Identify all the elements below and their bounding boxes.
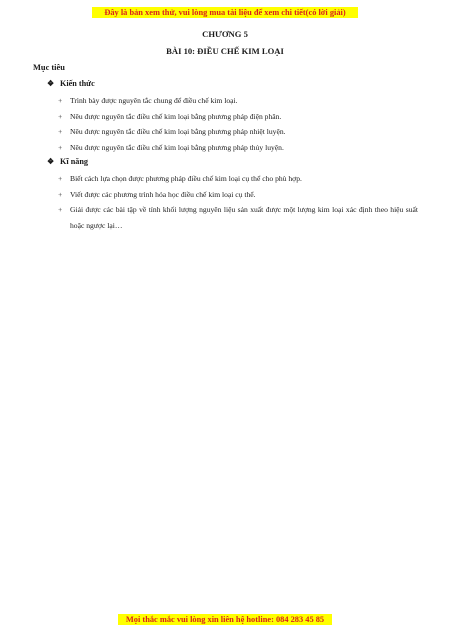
list-item: [58, 187, 418, 203]
list-item-text: Trình bày được nguyên tắc chung để điều chế kim loại.: [70, 96, 238, 105]
diamond-bullet-icon: ❖: [47, 79, 55, 88]
diamond-bullet-icon: ❖: [47, 157, 55, 166]
list-item-text: Nêu được nguyên tắc điều chế kim loại bằng phương pháp thủy luyện.: [70, 142, 284, 152]
plus-bullet-icon: +: [58, 205, 63, 215]
plus-bullet-icon: +: [58, 174, 63, 183]
list-item: [58, 202, 418, 233]
knowledge-subheading: [47, 79, 95, 88]
knowledge-list: [58, 93, 418, 155]
lesson-title: BÀI 10: ĐIỀU CHẾ KIM LOẠI: [166, 46, 284, 56]
knowledge-title: Kiến thức: [60, 79, 95, 88]
list-item: [58, 124, 418, 140]
skills-subheading: [47, 157, 88, 166]
list-item-text: Nêu được nguyên tắc điều chế kim loại bằng phương pháp điện phân.: [70, 111, 282, 121]
plus-bullet-icon: +: [58, 127, 63, 137]
plus-bullet-icon: +: [58, 189, 63, 199]
list-item: [58, 171, 418, 187]
list-item: [58, 109, 418, 125]
skills-list: [58, 171, 418, 233]
plus-bullet-icon: +: [58, 111, 63, 121]
list-item-text: Giải được các bài tập về tính khối lượng nguyên liệu sản xuất được một lượng kim loại xác định theo hiệu suất hoặc ngược lại…: [70, 205, 418, 230]
list-item: [58, 140, 418, 156]
preview-notice-banner: Đây là bản xem thử, vui lòng mua tài liệu để xem chi tiết(có lời giải): [92, 7, 358, 18]
plus-bullet-icon: +: [58, 96, 63, 105]
list-item-text: Viết được các phương trình hóa học điều chế kim loại cụ thể.: [70, 189, 256, 199]
list-item-text: Biết cách lựa chọn được phương pháp điều chế kim loại cụ thể cho phù hợp.: [70, 174, 302, 183]
list-item-text: Nêu được nguyên tắc điều chế kim loại bằng phương pháp nhiệt luyện.: [70, 127, 286, 137]
hotline-footer-banner: Mọi thắc mắc vui lòng xin liên hệ hotline: 084 283 45 85: [118, 614, 332, 625]
plus-bullet-icon: +: [58, 142, 63, 152]
chapter-heading: CHƯƠNG 5: [202, 29, 248, 39]
objectives-heading: Mục tiêu: [33, 63, 65, 72]
skills-title: Kĩ năng: [60, 157, 88, 166]
list-item: [58, 93, 418, 109]
